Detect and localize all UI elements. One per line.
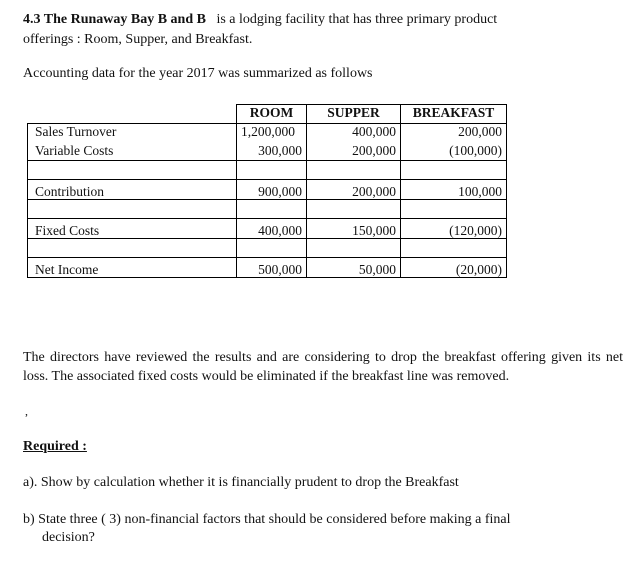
heading-description: is a lodging facility that has three primary product <box>216 12 498 27</box>
breakfast-variable: (100,000) <box>449 143 502 158</box>
question-heading-line2: offerings : Room, Supper, and Breakfast. <box>23 32 253 47</box>
question-number-title: 4.3 The Runaway Bay B and B <box>23 12 206 27</box>
breakfast-contribution: 100,000 <box>401 180 507 200</box>
table-row-sales-variable <box>28 124 507 161</box>
table-spacer-row <box>28 239 507 258</box>
supper-variable: 200,000 <box>352 143 396 158</box>
breakfast-sales: 200,000 <box>458 124 502 139</box>
supper-sales: 400,000 <box>352 124 396 139</box>
net-label: Net Income <box>28 258 237 278</box>
contribution-label: Contribution <box>28 180 237 200</box>
breakfast-sales-variable <box>401 124 507 161</box>
question-b-line1: b) State three ( 3) non-financial factors that should be considered before making a final <box>23 512 511 527</box>
supper-net: 50,000 <box>307 258 401 278</box>
table-row-fixed <box>28 219 507 239</box>
sales-variable-labels <box>28 124 237 161</box>
table-spacer-row <box>28 161 507 180</box>
header-room: ROOM <box>237 105 307 124</box>
header-breakfast: BREAKFAST <box>401 105 507 124</box>
question-a: a). Show by calculation whether it is financially prudent to drop the Breakfast <box>23 475 459 490</box>
header-blank <box>28 105 237 124</box>
room-fixed: 400,000 <box>237 219 307 239</box>
table-row-net-income <box>28 258 507 278</box>
header-supper: SUPPER <box>307 105 401 124</box>
room-sales: 1,200,000 <box>241 124 295 139</box>
required-heading: Required : <box>23 439 87 454</box>
intro-text: Accounting data for the year 2017 was summarized as follows <box>23 66 373 81</box>
stray-mark: , <box>25 404 28 418</box>
sales-label: Sales Turnover <box>35 124 117 139</box>
table-header-row <box>28 105 507 124</box>
supper-fixed: 150,000 <box>307 219 401 239</box>
question-b-line2: decision? <box>42 530 95 545</box>
variable-label: Variable Costs <box>35 143 114 158</box>
breakfast-fixed: (120,000) <box>401 219 507 239</box>
supper-contribution: 200,000 <box>307 180 401 200</box>
directors-paragraph: The directors have reviewed the results and are considering to drop the breakfast offering given its net loss. The associated fixed costs would be eliminated if the breakfast line was removed. <box>23 350 623 384</box>
fixed-label: Fixed Costs <box>28 219 237 239</box>
room-net: 500,000 <box>237 258 307 278</box>
question-heading-line1 <box>23 12 497 28</box>
room-contribution: 900,000 <box>237 180 307 200</box>
table-spacer-row <box>28 200 507 219</box>
breakfast-net: (20,000) <box>401 258 507 278</box>
accounting-table <box>27 104 507 278</box>
supper-sales-variable <box>307 124 401 161</box>
table-row-contribution <box>28 180 507 200</box>
room-variable: 300,000 <box>258 143 302 158</box>
room-sales-variable <box>237 124 307 161</box>
